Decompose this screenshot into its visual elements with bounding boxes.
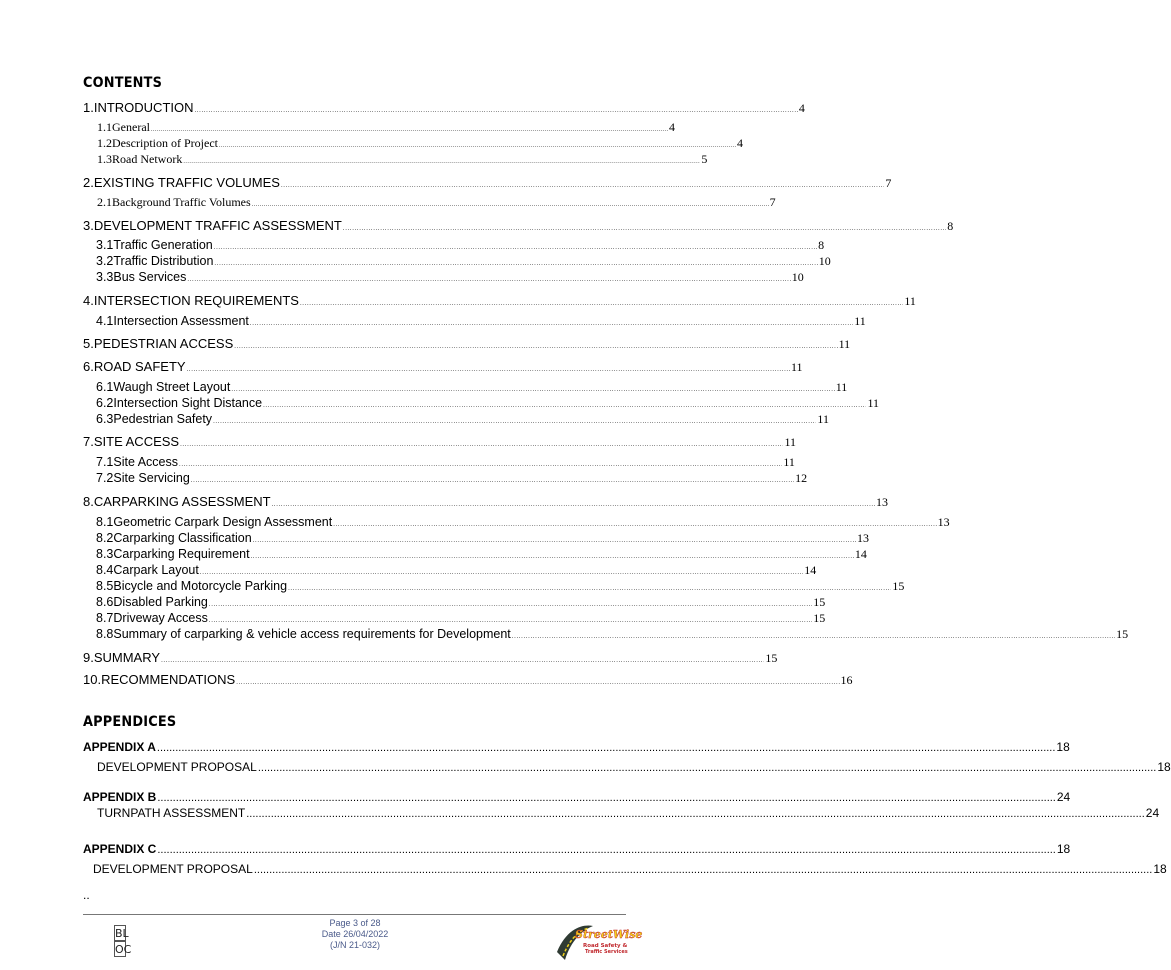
footer-info <box>300 918 410 951</box>
toc-entry-title: EXISTING TRAFFIC VOLUMES <box>93 175 280 190</box>
appendix-sub-title: TURNPATH ASSESSMENT <box>97 806 246 820</box>
toc-dot-leader <box>250 321 853 327</box>
bloc-logo <box>114 925 138 957</box>
toc-entry[interactable] <box>83 195 776 211</box>
toc-entry[interactable] <box>83 672 853 688</box>
toc-entry[interactable] <box>83 136 743 152</box>
toc-entry-number: 3.2 <box>96 254 114 268</box>
toc-entry-number: 8. <box>83 494 94 509</box>
toc-entry[interactable] <box>83 380 848 396</box>
toc-entry[interactable] <box>83 412 829 428</box>
appendix-sub-entry[interactable] <box>93 862 1167 876</box>
toc-entry-page: 15 <box>1116 627 1129 641</box>
toc-entry-page: 11 <box>790 360 803 374</box>
toc-entry-page: 16 <box>840 673 853 687</box>
toc-entry-title: Geometric Carpark Design Assessment <box>113 515 333 529</box>
toc-entry[interactable] <box>83 595 826 611</box>
appendix-entry[interactable] <box>83 740 1070 754</box>
toc-entry[interactable] <box>83 579 905 595</box>
logo-subtitle-1: Road Safety & <box>583 943 628 949</box>
toc-entry-title: General <box>112 120 150 134</box>
toc-entry-page: 5 <box>701 152 708 166</box>
appendix-page: 18 <box>1056 842 1071 856</box>
toc-entry-number: 8.2 <box>96 531 114 545</box>
toc-dot-leader <box>191 478 794 484</box>
toc-entry-title: Driveway Access <box>113 611 208 625</box>
toc-entry-page: 11 <box>867 396 879 410</box>
appendix-sub-title: DEVELOPMENT PROPOSAL <box>97 760 257 774</box>
toc-entry[interactable] <box>83 611 826 627</box>
toc-entry[interactable] <box>83 359 803 375</box>
appendix-sub-page: 18 <box>1157 760 1171 774</box>
toc-entry[interactable] <box>83 238 825 254</box>
toc-entry-page: 11 <box>904 294 916 308</box>
toc-entry-number: 8.3 <box>96 547 114 561</box>
appendix-sub-dot-leader <box>254 864 1153 876</box>
toc-entry[interactable] <box>83 563 817 579</box>
toc-dot-leader <box>288 586 891 592</box>
appendix-title: APPENDIX B <box>83 790 157 804</box>
appendix-sub-dot-leader <box>246 808 1145 820</box>
toc-entry-number: 8.8 <box>96 627 114 641</box>
toc-entry-page: 11 <box>784 435 796 449</box>
toc-entry-number: 4. <box>83 293 94 308</box>
trailing-dots: .. <box>83 888 90 902</box>
toc-entry[interactable] <box>83 627 1129 643</box>
toc-dot-leader <box>179 462 782 468</box>
toc-entry-page: 13 <box>857 531 869 545</box>
toc-entry-number: 3.3 <box>96 270 114 284</box>
toc-entry-page: 11 <box>783 455 795 469</box>
toc-entry-page: 4 <box>736 136 743 150</box>
toc-dot-leader <box>214 245 817 251</box>
toc-entry-number: 4.1 <box>96 314 114 328</box>
toc-entry-number: 1.1 <box>97 120 112 134</box>
toc-entry-number: 6. <box>83 359 94 374</box>
toc-entry-number: 6.3 <box>96 412 114 426</box>
toc-entry[interactable] <box>83 175 892 191</box>
appendix-title: APPENDIX A <box>83 740 156 754</box>
footer-job-number: (J/N 21-032) <box>329 940 381 950</box>
toc-entry-title: ROAD SAFETY <box>93 359 186 374</box>
toc-entry[interactable] <box>83 254 831 270</box>
toc-entry-number: 9. <box>83 650 94 665</box>
toc-dot-leader <box>187 277 790 283</box>
footer-divider <box>83 914 626 915</box>
toc-entry-number: 3. <box>83 218 94 233</box>
toc-entry[interactable] <box>83 120 675 136</box>
toc-entry-title: Bicycle and Motorcycle Parking <box>113 579 288 593</box>
toc-entry-number: 2. <box>83 175 94 190</box>
toc-entry-title: Carparking Requirement <box>113 547 250 561</box>
toc-dot-leader <box>200 570 803 576</box>
toc-dot-leader <box>512 634 1115 640</box>
toc-dot-leader <box>209 602 812 608</box>
toc-dot-leader <box>219 143 736 149</box>
toc-entry-title: DEVELOPMENT TRAFFIC ASSESSMENT <box>93 218 342 233</box>
appendix-page: 18 <box>1056 740 1070 754</box>
contents-heading: CONTENTS <box>83 75 163 91</box>
toc-entry-title: PEDESTRIAN ACCESS <box>93 336 234 351</box>
toc-dot-leader <box>180 442 783 448</box>
toc-entry-title: INTRODUCTION <box>93 100 194 115</box>
toc-entry-title: INTERSECTION REQUIREMENTS <box>93 293 299 308</box>
toc-entry[interactable] <box>83 152 708 168</box>
toc-entry[interactable] <box>83 396 879 412</box>
toc-entry-title: CARPARKING ASSESSMENT <box>93 494 271 509</box>
toc-dot-leader <box>151 127 668 133</box>
toc-entry[interactable] <box>83 434 796 450</box>
toc-entry-page: 10 <box>791 270 804 284</box>
toc-entry-title: Pedestrian Safety <box>113 412 213 426</box>
logo-subtitle-2: Traffic Services <box>585 949 628 955</box>
appendix-sub-page: 24 <box>1145 806 1160 820</box>
toc-entry-number: 2.1 <box>97 195 112 209</box>
toc-entry-title: Road Network <box>112 152 183 166</box>
toc-dot-leader <box>252 202 769 208</box>
toc-entry[interactable] <box>83 494 888 510</box>
toc-entry-title: Description of Project <box>112 136 218 150</box>
toc-entry-number: 3.1 <box>96 238 114 252</box>
appendix-dot-leader <box>157 844 1056 856</box>
toc-entry-number: 8.7 <box>96 611 114 625</box>
appendix-sub-entry[interactable] <box>97 760 1171 774</box>
toc-entry-number: 7. <box>83 434 94 449</box>
toc-entry-title: Traffic Generation <box>113 238 213 252</box>
toc-entry[interactable] <box>83 270 804 286</box>
toc-entry[interactable] <box>83 471 808 487</box>
bloc-logo-bottom: OC <box>115 943 132 956</box>
toc-entry-title: Carparking Classification <box>113 531 252 545</box>
toc-entry-number: 6.1 <box>96 380 114 394</box>
toc-dot-leader <box>234 344 837 350</box>
toc-entry[interactable] <box>83 100 805 116</box>
toc-entry-number: 8.4 <box>96 563 114 577</box>
toc-entry-number: 1.2 <box>97 136 112 150</box>
logo-title: StreetWise <box>575 928 643 941</box>
toc-dot-leader <box>272 502 875 508</box>
toc-entry-page: 8 <box>818 238 825 252</box>
toc-entry-page: 13 <box>937 515 950 529</box>
toc-entry[interactable] <box>83 650 778 666</box>
appendix-page: 24 <box>1056 790 1071 804</box>
appendix-sub-dot-leader <box>258 762 1157 774</box>
footer-date: Date 26/04/2022 <box>321 929 389 939</box>
toc-entry-page: 14 <box>804 563 817 577</box>
streetwise-logo <box>553 922 643 962</box>
toc-entry-title: Disabled Parking <box>113 595 208 609</box>
toc-dot-leader <box>213 419 816 425</box>
toc-dot-leader <box>253 538 856 544</box>
toc-entry-page: 4 <box>668 120 675 134</box>
toc-dot-leader <box>209 618 812 624</box>
toc-dot-leader <box>251 554 854 560</box>
toc-dot-leader <box>231 387 834 393</box>
toc-entry-title: Intersection Sight Distance <box>113 396 263 410</box>
appendices-heading: APPENDICES <box>83 714 177 730</box>
appendix-entry[interactable] <box>83 842 1071 856</box>
toc-entry[interactable] <box>83 293 916 309</box>
appendix-dot-leader <box>157 792 1056 804</box>
toc-entry-number: 1.3 <box>97 152 112 166</box>
appendix-sub-page: 18 <box>1153 862 1167 876</box>
toc-entry-number: 8.1 <box>96 515 114 529</box>
toc-entry-title: Carpark Layout <box>113 563 199 577</box>
appendix-dot-leader <box>157 742 1056 754</box>
appendix-title: APPENDIX C <box>83 842 157 856</box>
toc-entry-number: 7.1 <box>96 455 114 469</box>
toc-entry-title: Summary of carparking & vehicle access requirements for Development <box>113 627 511 641</box>
toc-entry[interactable] <box>83 547 867 563</box>
toc-entry-number: 1. <box>83 100 94 115</box>
footer-page-number: Page 3 of 28 <box>329 918 381 928</box>
toc-entry-page: 7 <box>885 176 892 190</box>
toc-entry-page: 15 <box>813 611 826 625</box>
toc-entry-page: 10 <box>818 254 831 268</box>
toc-entry[interactable] <box>83 515 950 531</box>
toc-entry-page: 15 <box>813 595 826 609</box>
toc-dot-leader <box>343 226 946 232</box>
toc-entry-title: Background Traffic Volumes <box>112 195 251 209</box>
toc-entry-page: 15 <box>765 651 778 665</box>
toc-entry-title: Bus Services <box>113 270 187 284</box>
toc-entry-number: 8.5 <box>96 579 114 593</box>
toc-entry[interactable] <box>83 531 869 547</box>
toc-entry-title: Site Access <box>113 455 179 469</box>
bloc-logo-top: BL <box>115 927 129 940</box>
toc-dot-leader <box>187 367 790 373</box>
toc-entry[interactable] <box>83 314 866 330</box>
toc-dot-leader <box>214 261 817 267</box>
toc-dot-leader <box>183 159 700 165</box>
toc-dot-leader <box>300 301 903 307</box>
toc-entry-number: 10. <box>83 672 102 687</box>
toc-dot-leader <box>333 522 936 528</box>
toc-entry-title: Waugh Street Layout <box>113 380 231 394</box>
toc-entry[interactable] <box>83 336 851 352</box>
toc-entry-title: RECOMMENDATIONS <box>101 672 236 687</box>
toc-entry-page: 7 <box>769 195 776 209</box>
toc-entry-page: 13 <box>875 495 888 509</box>
toc-entry-page: 11 <box>838 337 851 351</box>
toc-entry-page: 11 <box>817 412 829 426</box>
toc-entry[interactable] <box>83 455 795 471</box>
toc-dot-leader <box>236 680 839 686</box>
toc-entry-title: Intersection Assessment <box>113 314 249 328</box>
toc-entry-page: 11 <box>854 314 866 328</box>
toc-dot-leader <box>161 658 764 664</box>
toc-entry-page: 8 <box>947 219 954 233</box>
toc-entry[interactable] <box>83 218 954 234</box>
appendix-sub-title: DEVELOPMENT PROPOSAL <box>93 862 253 876</box>
toc-entry-title: SUMMARY <box>93 650 161 665</box>
toc-entry-title: Site Servicing <box>113 471 190 485</box>
toc-entry-page: 15 <box>892 579 905 593</box>
toc-dot-leader <box>195 108 798 114</box>
toc-entry-number: 6.2 <box>96 396 114 410</box>
toc-entry-title: Traffic Distribution <box>113 254 214 268</box>
appendix-entry[interactable] <box>83 790 1071 804</box>
toc-entry-page: 4 <box>798 101 805 115</box>
toc-entry-page: 11 <box>835 380 848 394</box>
toc-entry-number: 5. <box>83 336 94 351</box>
toc-entry-number: 7.2 <box>96 471 114 485</box>
toc-dot-leader <box>281 183 884 189</box>
toc-entry-page: 14 <box>854 547 867 561</box>
appendix-sub-entry[interactable] <box>97 806 1160 820</box>
toc-entry-title: SITE ACCESS <box>93 434 180 449</box>
toc-entry-page: 12 <box>795 471 808 485</box>
toc-entry-number: 8.6 <box>96 595 114 609</box>
toc-dot-leader <box>263 403 866 409</box>
